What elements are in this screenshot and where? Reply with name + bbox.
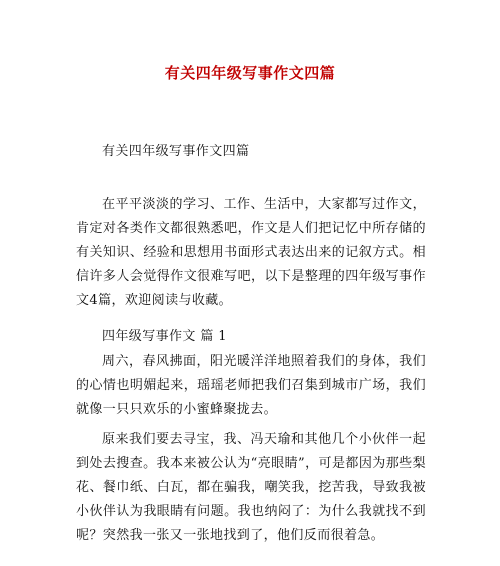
intro-block bbox=[76, 193, 426, 313]
intro-paragraph: 在平平淡淡的学习、工作、生活中，大家都写过作文，肯定对各类作文都很熟悉吧，作文是人们把记忆中所存储的有关知识、经验和思想用书面形式表达出来的记叙方式。相信许多人会觉得作文很难写吧，以下是整理的四年级写事作文4篇，欢迎阅读与收藏。 bbox=[76, 197, 426, 308]
document-subtitle-block bbox=[76, 140, 426, 164]
section-heading-block bbox=[76, 325, 426, 349]
document-title: 有关四年级写事作文四篇 bbox=[164, 64, 336, 82]
document-subtitle: 有关四年级写事作文四篇 bbox=[102, 144, 250, 159]
paragraph-2-block bbox=[76, 428, 426, 548]
section-heading: 四年级写事作文 篇 1 bbox=[102, 329, 227, 344]
paragraph-1-block bbox=[76, 350, 426, 422]
body-paragraph-1: 周六，春风拂面，阳光暖洋洋地照着我们的身体，我们的心情也明媚起来，瑶瑶老师把我们召集到城市广场，我们就像一只只欢乐的小蜜蜂聚拢去。 bbox=[76, 354, 426, 417]
body-paragraph-2: 原来我们要去寻宝，我、冯天瑜和其他几个小伙伴一起到处去搜查。我本来被公认为“亮眼睛”，可是都因为那些梨花、餐巾纸、白瓦，都在骗我，嘲笑我，挖苦我，导致我被小伙伴认为我眼睛有问题。我也纳闷了：为什么我就找不到呢？突然我一张又一张地找到了，他们反而很着急。 bbox=[76, 432, 426, 543]
